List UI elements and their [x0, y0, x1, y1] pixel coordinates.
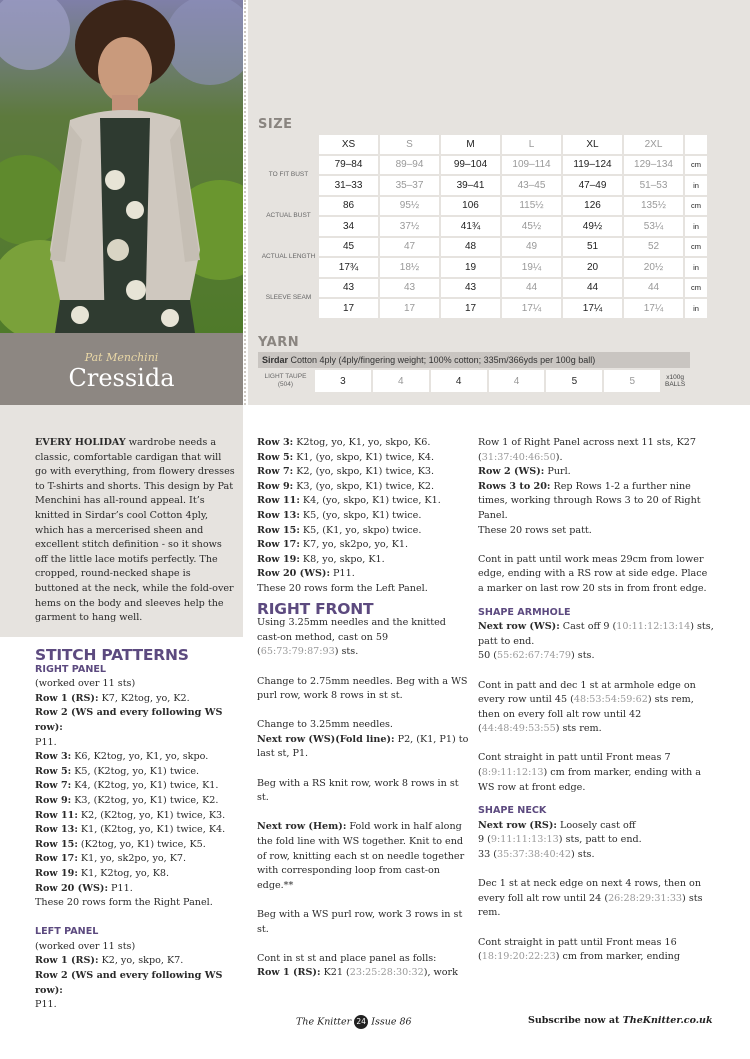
table-row — [260, 238, 707, 257]
text: Cont in patt until work meas 29cm from lower edge, ending with a RS row at side edge. Place a marker on last row 20 sts in from front edge. — [478, 553, 708, 594]
text-part: Cont in patt and dec 1 st at armhole edge on every row until 45 ( — [478, 679, 696, 706]
cell: 19 — [441, 258, 500, 277]
row — [257, 567, 469, 582]
row-text: P2, (K1, P1) to last st, P1. — [257, 733, 469, 760]
size-values: 35:37:38:40:42 — [497, 849, 571, 861]
cell: 39–41 — [441, 176, 500, 195]
text-part: ) cm from marker, ending — [555, 951, 681, 963]
row-label: Row 9: — [35, 794, 72, 806]
column-3 — [478, 436, 716, 965]
row-text: Cast off 9 ( — [559, 621, 617, 633]
text-part: 33 ( — [478, 849, 498, 861]
cell: 89–94 — [380, 156, 439, 175]
text-part: Dec 1 st at neck edge on next 4 rows, then on every foll alt row until 24 ( — [478, 878, 701, 904]
cell: 53¼ — [624, 217, 683, 236]
size-values: 10:11:12:13:14 — [616, 621, 691, 633]
text — [257, 616, 469, 660]
cell: 52 — [624, 238, 683, 257]
row — [257, 480, 469, 495]
size-heading: SIZE — [258, 117, 293, 132]
text — [478, 649, 716, 664]
size-values: 48:53:54:59:62 — [573, 694, 648, 706]
text-part: Cont straight in patt until Front meas 7 ( — [478, 752, 671, 779]
cell: 126 — [563, 197, 622, 216]
intro-body: wardrobe needs a classic, comfortable cardigan that will go with everything, from flowery dresses to T-shirts and shorts. This design by Pat Menchini has all-round appeal. It’s knitted in Sirdar’s cool Cotton 4ply, which has a mercerised sheen and excellent stitch definition - so it shows off the little lace motifs perfectly. The cropped, round-necked shape is buttoned at the neck, while the fold-over hems on the body and sleeves help the garment to hang well. — [35, 437, 235, 624]
row — [35, 969, 245, 998]
row-label: Row 17: — [257, 539, 300, 551]
issue-number: Issue 86 — [371, 1016, 412, 1028]
text — [478, 877, 716, 921]
pattern-title: Cressida — [68, 364, 175, 392]
cell: 17 — [319, 299, 378, 318]
row-label: Row 5: — [35, 765, 72, 777]
cell: 4 — [431, 370, 487, 392]
row-label: Row 1 (RS): — [35, 692, 99, 704]
cell: 31–33 — [319, 176, 378, 195]
row-text: K6, K2tog, yo, K1, yo, skpo. — [71, 751, 209, 763]
cell: 4 — [489, 370, 545, 392]
cell: 109–114 — [502, 156, 561, 175]
row — [35, 838, 245, 853]
text-part: ) sts rem. — [478, 892, 703, 919]
row-label: TO FIT BUST — [268, 171, 309, 178]
cell: 43 — [319, 279, 378, 298]
size-values: 55:62:67:74:79 — [497, 650, 571, 662]
unit: in — [685, 217, 707, 236]
text: Change to 3.25mm needles. — [257, 719, 393, 731]
page-number: 24 — [354, 1015, 368, 1029]
cell: 41¾ — [441, 217, 500, 236]
row-text: Rep Rows 1-2 a further nine times, working through Rows 3 to 20 of Right Panel. — [478, 480, 701, 521]
text-part: Using 3.25mm needles and the knitted cast-on method, cast on 59 ( — [257, 617, 446, 658]
cell: 45½ — [502, 217, 561, 236]
row-text: ) sts, patt to end. — [478, 621, 714, 647]
row — [257, 451, 469, 466]
table-row — [258, 370, 688, 392]
row-text: P11. — [329, 568, 355, 580]
unit: in — [685, 258, 707, 277]
row-label: Row 2 (WS): — [478, 466, 545, 478]
text: Change to 2.75mm needles. Beg with a WS purl row, work 8 rows in st st. — [257, 675, 468, 702]
cell: 18½ — [380, 258, 439, 277]
size-l: L — [502, 135, 561, 154]
table-row — [260, 176, 707, 195]
cell: 48 — [441, 238, 500, 257]
text — [478, 679, 716, 737]
row — [35, 692, 245, 707]
row — [35, 809, 245, 824]
row-label: Row 1 (RS): — [257, 967, 321, 979]
table-row — [260, 299, 707, 318]
yarn-brand: Sirdar — [262, 355, 289, 365]
cover-photo — [0, 0, 243, 333]
yarn-desc-text: Cotton 4ply (4ply/fingering weight; 100% cotton; 335m/366yds per 100g ball) — [288, 355, 596, 365]
row-label: Row 2 (WS and every following WS row): — [35, 707, 223, 733]
table-row — [260, 156, 707, 175]
cell: 20 — [563, 258, 622, 277]
row — [257, 494, 469, 509]
text: Beg with a WS purl row, work 3 rows in st st. — [257, 909, 463, 935]
row-label: Rows 3 to 20: — [478, 480, 551, 492]
yarn-description — [258, 352, 690, 368]
row-text: K5, (K1, yo, skpo) twice. — [299, 524, 422, 536]
cell: 5 — [546, 370, 602, 392]
cell: 43 — [441, 279, 500, 298]
row-label: Row 9: — [257, 480, 294, 492]
text-part: 9 ( — [478, 834, 491, 846]
row-label: Row 13: — [35, 824, 78, 836]
unit: in — [685, 299, 707, 318]
row-text: K8, yo, skpo, K1. — [299, 553, 385, 565]
row-text: ), work — [423, 967, 458, 979]
row-label: Row 11: — [35, 809, 78, 821]
site-link[interactable]: TheKnitter.co.uk — [622, 1015, 713, 1026]
text-part: ) sts. — [334, 646, 359, 658]
unit: in — [685, 176, 707, 195]
row-label: Row 20 (WS): — [257, 568, 330, 580]
row-label: Row 1 (RS): — [35, 955, 99, 967]
row-label: Next row (RS): — [478, 819, 557, 831]
row — [35, 954, 245, 969]
row-text: K1, K2tog, yo, K8. — [77, 867, 170, 879]
row — [478, 480, 716, 524]
text — [478, 848, 716, 863]
shape-neck-heading: SHAPE NECK — [478, 805, 547, 817]
text-part: ) sts. — [570, 849, 595, 861]
cell: 95½ — [380, 197, 439, 216]
text-part: ) sts, patt to end. — [558, 834, 642, 846]
size-values: 31:37:40:46:50 — [481, 451, 556, 463]
row-text: K1, (K2tog, yo, K1) twice, K4. — [77, 824, 226, 836]
cell: 129–134 — [624, 156, 683, 175]
row — [35, 867, 245, 882]
cell: 17 — [441, 299, 500, 318]
yarn-section — [258, 352, 690, 394]
cell: 17 — [380, 299, 439, 318]
cell: 43–45 — [502, 176, 561, 195]
cell: 17¾ — [319, 258, 378, 277]
cell: 44 — [563, 279, 622, 298]
text: These 20 rows form the Left Panel. — [257, 582, 428, 594]
row-text: K2, yo, skpo, K7. — [98, 955, 184, 967]
row — [257, 820, 469, 893]
text: Cont in st st and place panel as folls: — [257, 952, 437, 964]
size-xl: XL — [563, 135, 622, 154]
row-text: K7, K2tog, yo, K2. — [98, 692, 190, 704]
unit: cm — [685, 279, 707, 298]
text — [478, 751, 716, 795]
cell: 47–49 — [563, 176, 622, 195]
cell: 45 — [319, 238, 378, 257]
row-label: Row 19: — [35, 867, 78, 879]
text-part: Cont straight in patt until Front meas 16 ( — [478, 936, 677, 963]
row — [35, 823, 245, 838]
table-row — [260, 258, 707, 277]
row-label: Row 7: — [35, 780, 72, 792]
row-label: Row 3: — [257, 437, 294, 448]
text-part: ) cm from marker, ending with a WS row at front edge. — [478, 767, 701, 793]
cell: 44 — [624, 279, 683, 298]
text-part: ) sts. — [570, 650, 595, 662]
row-text: K2, (yo, skpo, K1) twice, K3. — [293, 466, 435, 478]
row-label: Next row (WS): — [478, 621, 560, 633]
row-label: ACTUAL BUST — [266, 212, 311, 219]
row — [257, 966, 469, 981]
yarn-heading: YARN — [258, 335, 300, 350]
cell: 115½ — [502, 197, 561, 216]
table-row — [260, 217, 707, 236]
size-values: 9:11:11:13:13 — [490, 834, 559, 846]
row — [478, 819, 716, 834]
size-values: 18:19:20:22:23 — [481, 951, 556, 963]
row-text: P11. — [35, 736, 57, 748]
footer-right — [528, 1015, 713, 1026]
row-text: Fold work in half along the fold line with WS together. Knit to end of row, knitting each st on needle together with corresponding loop from cast-on edge.** — [257, 821, 465, 891]
text — [478, 833, 716, 848]
row-text: K5, (K2tog, yo, K1) twice. — [71, 765, 200, 777]
row-text: K7, yo, sk2po, yo, K1. — [299, 539, 409, 551]
row-label: Row 2 (WS and every following WS row): — [35, 970, 223, 996]
size-m: M — [441, 135, 500, 154]
row-label: SLEEVE SEAM — [265, 294, 312, 301]
text — [478, 436, 716, 465]
row-text: K3, (K2tog, yo, K1) twice, K2. — [71, 794, 219, 806]
left-panel-heading: LEFT PANEL — [35, 926, 99, 938]
cell: 19¼ — [502, 258, 561, 277]
row-text: P11. — [35, 999, 57, 1011]
row-text: K4, (yo, skpo, K1) twice, K1. — [299, 495, 441, 507]
row-text: K1, yo, sk2po, yo, K7. — [77, 853, 187, 865]
cell: 4 — [373, 370, 429, 392]
cell: 20½ — [624, 258, 683, 277]
text-part: 50 ( — [478, 650, 498, 662]
text-part: ) sts rem, then on every foll alt row until 42 ( — [478, 694, 694, 735]
size-values: 8:9:11:12:13 — [481, 767, 544, 779]
cell: 135½ — [624, 197, 683, 216]
title-box — [0, 333, 243, 405]
text — [478, 936, 716, 965]
text: (worked over 11 sts) — [35, 940, 136, 952]
row-text: K3, (yo, skpo, K1) twice, K2. — [293, 480, 435, 492]
text: Beg with a RS knit row, work 8 rows in st st. — [257, 777, 459, 804]
row-text: K1, (yo, skpo, K1) twice, K4. — [293, 451, 435, 463]
cell: 51–53 — [624, 176, 683, 195]
row-text: K4, (K2tog, yo, K1) twice, K1. — [71, 780, 219, 792]
row-label: Next row (Hem): — [257, 821, 347, 833]
text: These 20 rows set patt. — [478, 524, 592, 536]
row-text: K5, (yo, skpo, K1) twice. — [299, 509, 422, 521]
yarn-table — [256, 368, 690, 394]
size-values: 65:73:79:87:93 — [260, 646, 335, 658]
cell: 17¼ — [502, 299, 561, 318]
size-2xl: 2XL — [624, 135, 683, 154]
designer-name: Pat Menchini — [84, 351, 159, 364]
magazine-name: The Knitter — [296, 1016, 352, 1028]
cell: 79–84 — [319, 156, 378, 175]
row — [257, 436, 469, 451]
row-text: Purl. — [544, 466, 571, 478]
row-label: Row 13: — [257, 509, 300, 521]
cell: 35–37 — [380, 176, 439, 195]
stitch-divider — [244, 0, 247, 405]
cell: 49½ — [563, 217, 622, 236]
column-2 — [257, 436, 469, 981]
right-front-heading: RIGHT FRONT — [257, 599, 374, 618]
row — [478, 620, 716, 649]
subscribe-text: Subscribe now at — [528, 1015, 623, 1026]
table-row — [260, 279, 707, 298]
intro-lead: EVERY HOLIDAY — [35, 437, 126, 448]
row-label: Row 5: — [257, 451, 294, 463]
unit: cm — [685, 156, 707, 175]
unit: cm — [685, 197, 707, 216]
text-part: Row 1 of Right Panel across next 11 sts, K27 ( — [478, 437, 696, 463]
row-text: Loosely cast off — [556, 819, 636, 831]
stitch-heading: STITCH PATTERNS — [35, 646, 189, 664]
cell: 43 — [380, 279, 439, 298]
column-1 — [35, 436, 235, 626]
cell: 49 — [502, 238, 561, 257]
cell: 37½ — [380, 217, 439, 236]
row — [35, 765, 245, 780]
cell: 34 — [319, 217, 378, 236]
row — [257, 553, 469, 568]
row-label: Row 20 (WS): — [35, 882, 108, 894]
size-values: 26:28:29:31:33 — [608, 892, 683, 904]
size-s: S — [380, 135, 439, 154]
cell: 44 — [502, 279, 561, 298]
size-values: 23:25:28:30:32 — [349, 967, 424, 979]
row — [35, 779, 245, 794]
shape-armhole-heading: SHAPE ARMHOLE — [478, 606, 571, 618]
row — [35, 852, 245, 867]
row — [257, 538, 469, 553]
row-text: K21 ( — [320, 967, 350, 979]
row-label: Next row (WS)(Fold line): — [257, 733, 395, 745]
cell: 17¼ — [624, 299, 683, 318]
cell: 86 — [319, 197, 378, 216]
cell: 3 — [315, 370, 371, 392]
footer-left — [296, 1015, 412, 1029]
row-text: (K2tog, yo, K1) twice, K5. — [77, 838, 206, 850]
text-part: ) sts rem. — [555, 723, 602, 735]
row — [257, 524, 469, 539]
row-label: Row 15: — [257, 524, 300, 536]
row — [35, 882, 245, 897]
row-text: K2, (K2tog, yo, K1) twice, K3. — [77, 809, 226, 821]
row-text: P11. — [107, 882, 133, 894]
row — [257, 509, 469, 524]
colour-label: LIGHT TAUPE (504) — [264, 373, 307, 388]
unit: cm — [685, 238, 707, 257]
size-values: 44:48:49:53:55 — [481, 723, 556, 735]
unit: x100g BALLS — [665, 374, 686, 388]
row — [257, 465, 469, 480]
cell: 106 — [441, 197, 500, 216]
row — [35, 750, 245, 765]
text: These 20 rows form the Right Panel. — [35, 897, 213, 909]
stitch-patterns — [35, 648, 245, 1013]
row-label: Row 17: — [35, 853, 78, 865]
row — [478, 465, 716, 480]
right-panel-heading: RIGHT PANEL — [35, 663, 107, 675]
size-xs: XS — [319, 135, 378, 154]
row-label: Row 11: — [257, 495, 300, 507]
row-label: ACTUAL LENGTH — [261, 253, 316, 260]
cell: 99–104 — [441, 156, 500, 175]
size-table — [258, 133, 709, 320]
row — [257, 733, 469, 762]
cell: 17¼ — [563, 299, 622, 318]
model-photo — [0, 0, 243, 333]
row-text: K2tog, yo, K1, yo, skpo, K6. — [293, 437, 431, 448]
row-label: Row 3: — [35, 751, 72, 763]
text-part: ). — [555, 451, 563, 463]
size-header-row — [260, 135, 707, 154]
intro-text — [35, 436, 235, 626]
cell: 5 — [604, 370, 660, 392]
table-row — [260, 197, 707, 216]
row-label: Row 7: — [257, 466, 294, 478]
row-label: Row 19: — [257, 553, 300, 565]
row — [35, 794, 245, 809]
text: (worked over 11 sts) — [35, 678, 136, 690]
cell: 51 — [563, 238, 622, 257]
cell: 47 — [380, 238, 439, 257]
row — [35, 706, 245, 735]
row-label: Row 15: — [35, 838, 78, 850]
cell: 119–124 — [563, 156, 622, 175]
